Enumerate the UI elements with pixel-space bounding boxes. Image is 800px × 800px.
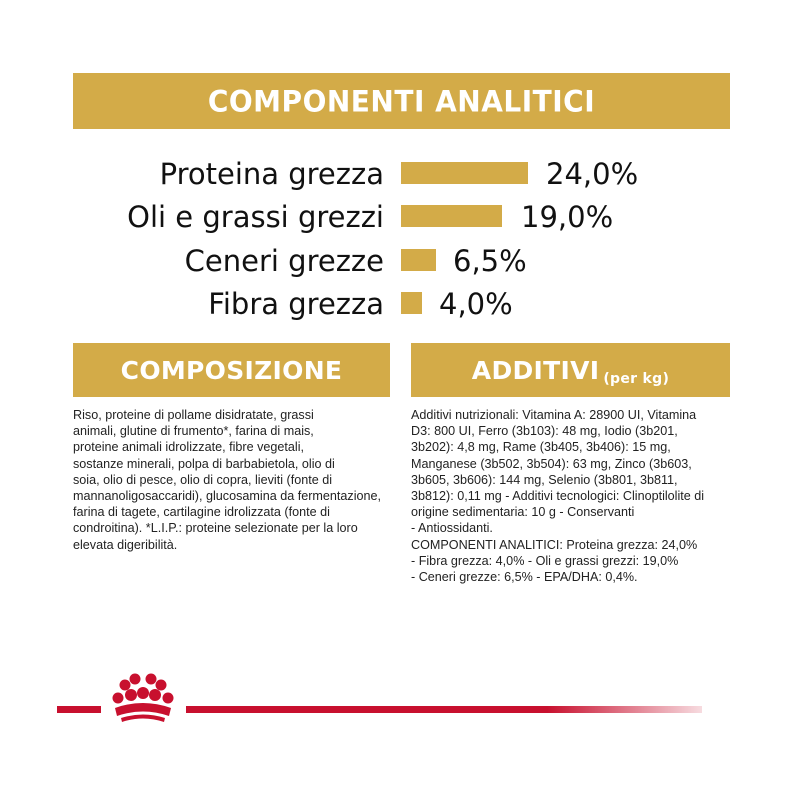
analytic-label: Fibra grezza: [208, 287, 384, 321]
additives-line: 3b812): 0,11 mg - Additivi tecnologici: Clinoptilolite di: [411, 489, 705, 504]
composition-header-band: [73, 343, 390, 397]
footer-rule-right: [186, 706, 702, 713]
additives-line: 3b605, 3b606): 144 mg, Selenio (3b801, 3b811,: [411, 472, 678, 487]
additives-line: - Fibra grezza: 4,0% - Oli e grassi grezzi: 19,0%: [411, 553, 679, 568]
analytic-bar: [401, 292, 422, 314]
composition-line: elevata digeribilità.: [73, 537, 178, 552]
additives-line: Additivi nutrizionali: Vitamina A: 28900 UI, Vitamina: [411, 408, 697, 422]
additives-title-main: ADDITIVI: [471, 355, 600, 385]
footer-rule-left: [57, 706, 101, 713]
additives-line: COMPONENTI ANALITICI: Proteina grezza: 24,0%: [411, 537, 698, 552]
analytic-bar: [401, 205, 502, 227]
analytic-bar: [401, 162, 528, 184]
composition-line: proteine animali idrolizzate, fibre vegetali,: [73, 440, 305, 455]
analytic-value: 6,5%: [453, 244, 527, 278]
additives-line: Manganese (3b502, 3b504): 63 mg, Zinco (3b603,: [411, 456, 692, 471]
analytic-bar: [401, 249, 436, 271]
composition-line: mannanoligosaccaridi), glucosamina da fermentazione,: [73, 489, 382, 504]
analytic-value: 4,0%: [439, 287, 513, 321]
composition-line: farina di tagete, cartilagine idrolizzata (fonte di: [73, 505, 330, 520]
composition-line: condroitina). *L.I.P.: proteine selezionate per la loro: [73, 521, 358, 536]
composition-line: soia, olio di pesce, olio di copra, lieviti (fonte di: [73, 472, 333, 487]
additives-line: - Antiossidanti.: [411, 521, 493, 536]
composition-title: COMPOSIZIONE: [120, 355, 343, 385]
crown-icon: [103, 668, 183, 728]
additives-text: [411, 407, 731, 585]
analytic-value: 24,0%: [546, 157, 639, 191]
analytic-label: Oli e grassi grezzi: [127, 200, 384, 234]
composition-line: sostanze minerali, polpa di barbabietola, olio di: [73, 456, 335, 471]
additives-line: D3: 800 UI, Ferro (3b103): 48 mg, Iodio (3b201,: [411, 424, 678, 439]
additives-title-unit: (per kg): [603, 370, 670, 387]
additives-line: 3b202): 4,8 mg, Rame (3b405, 3b406): 15 mg,: [411, 440, 671, 455]
analytics-header-band: [73, 73, 730, 129]
analytic-label: Proteina grezza: [159, 157, 384, 191]
composition-line: animali, glutine di frumento*, farina di mais,: [73, 424, 314, 439]
additives-line: - Ceneri grezze: 6,5% - EPA/DHA: 0,4%.: [411, 570, 638, 585]
composition-text: [73, 407, 393, 553]
composition-line: Riso, proteine di pollame disidratate, grassi: [73, 408, 314, 422]
additives-header-band: [411, 343, 730, 397]
analytics-header-title: COMPONENTI ANALITICI: [207, 83, 596, 119]
analytic-label: Ceneri grezze: [184, 244, 384, 278]
analytic-value: 19,0%: [521, 200, 614, 234]
additives-line: origine sedimentaria: 10 g - Conservanti: [411, 505, 635, 520]
additives-title: [472, 356, 669, 385]
